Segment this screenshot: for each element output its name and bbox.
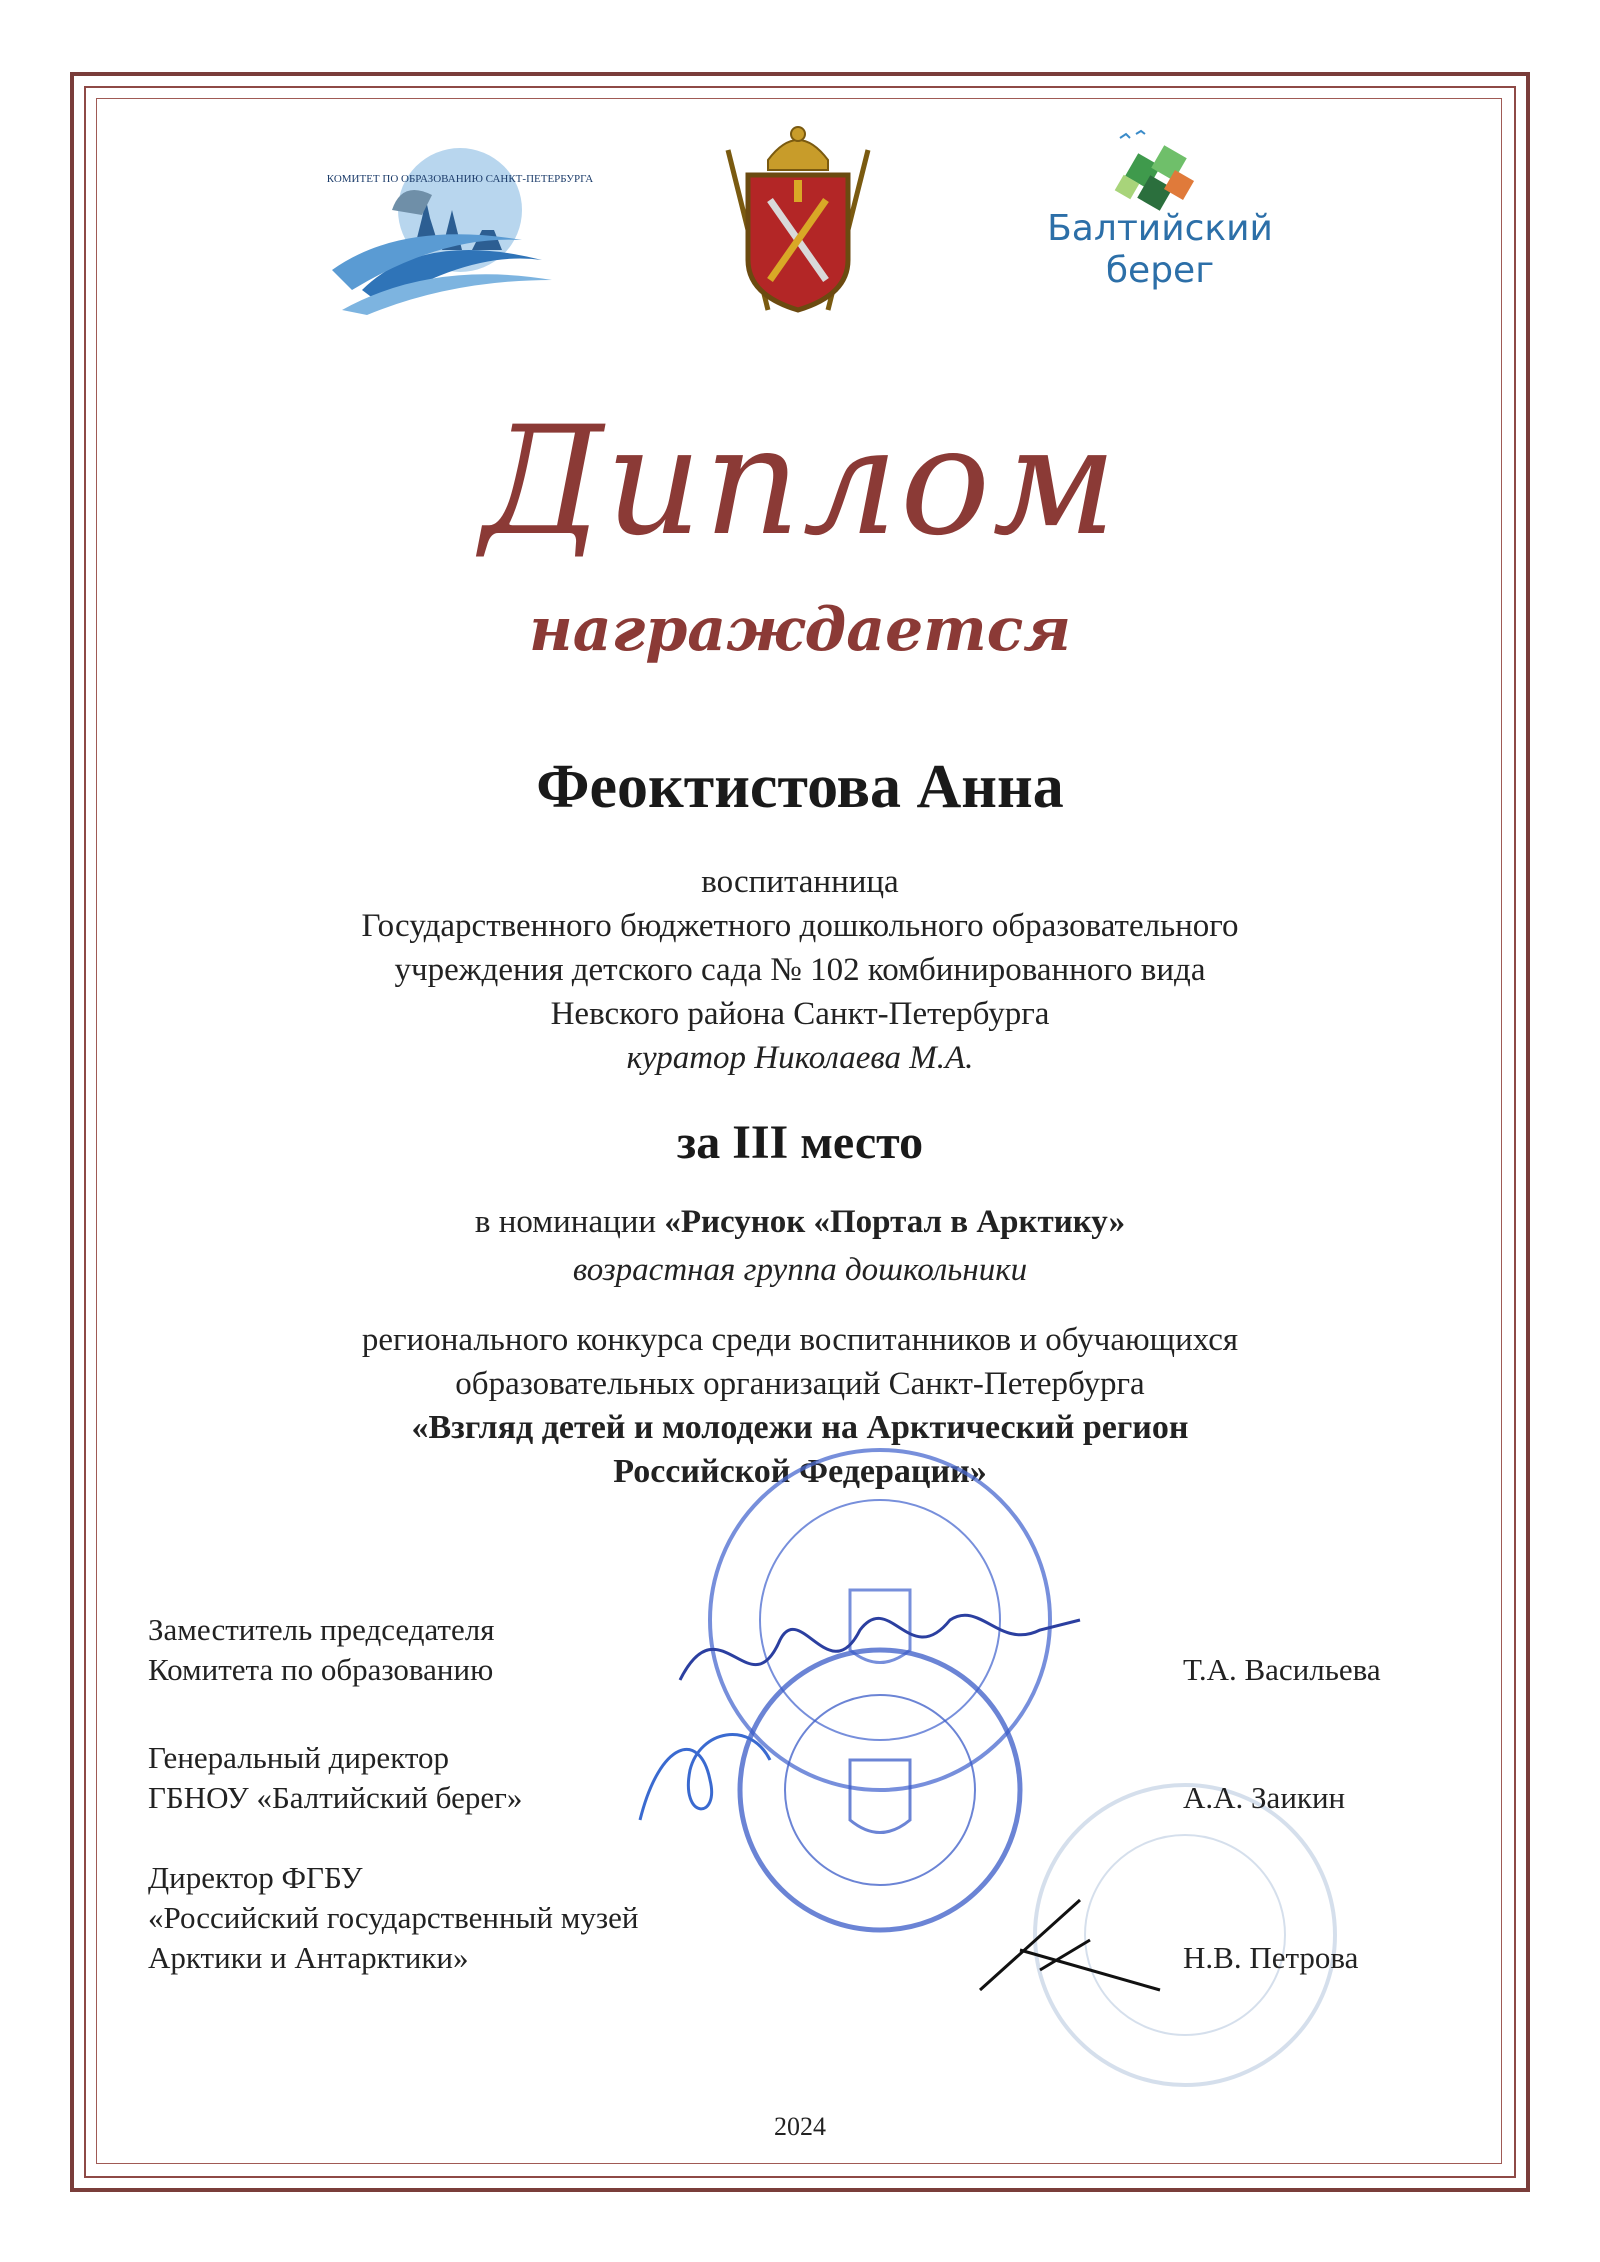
signature-1-name: Т.А. Васильева [1183, 1652, 1381, 1687]
signature-1-position-line-1: Заместитель председателя [148, 1612, 495, 1647]
description-line-1: воспитанница [701, 864, 899, 900]
signature-2-position-line-2: ГБНОУ «Балтийский берег» [148, 1780, 523, 1815]
signature-1-position-line-2: Комитета по образованию [148, 1652, 494, 1687]
award-place: за III место [676, 1116, 924, 1169]
baltic-line2: берег [1105, 250, 1215, 291]
contest-title-1: «Взгляд детей и молодежи на Арктический регион [411, 1409, 1189, 1446]
description-line-3: учреждения детского сада № 102 комбинированного вида [394, 952, 1206, 988]
committee-logo [322, 140, 594, 315]
committee-logo-icon [322, 140, 594, 315]
coat-of-arms [708, 120, 888, 320]
recipient-name: Феоктистова Анна [536, 753, 1064, 821]
description-line-2: Государственного бюджетного дошкольного образовательного [361, 908, 1239, 944]
committee-logo-text: КОМИТЕТ ПО ОБРАЗОВАНИЮ САНКТ-ПЕТЕРБУРГА [326, 173, 594, 185]
signature-3-name: Н.В. Петрова [1183, 1940, 1359, 1975]
signature-1-position [148, 1610, 494, 1690]
signature-scribble-1 [660, 1580, 1100, 1720]
baltic-line1: Балтийский [1047, 208, 1273, 249]
signature-scribble-3 [960, 1880, 1180, 2010]
baltic-bereg-logo [1030, 128, 1290, 298]
baltic-bereg-logo-icon [1030, 128, 1290, 208]
year: 2024 [774, 2112, 826, 2141]
diploma-title: Диплом [481, 395, 1119, 569]
signature-2-name: А.А. Заикин [1183, 1780, 1346, 1815]
description-line-4: Невского района Санкт-Петербурга [550, 996, 1050, 1032]
signature-2-position [148, 1738, 522, 1818]
awarded-label: награждается [528, 595, 1072, 665]
nomination-prefix: в номинации [474, 1204, 657, 1240]
contest-title-2: Российской Федерации» [613, 1453, 987, 1490]
contest-line-2: образовательных организаций Санкт-Петербурга [455, 1366, 1145, 1402]
signature-3-position-line-1: Директор ФГБУ [148, 1860, 363, 1895]
coat-of-arms-icon [708, 120, 888, 320]
nomination-line [0, 1200, 1600, 1244]
signature-scribble-2 [620, 1700, 820, 1840]
age-group: возрастная группа дошкольники [572, 1252, 1028, 1288]
signature-3-position-line-2: «Российский государственный музей [148, 1900, 639, 1935]
signature-3-position [148, 1858, 638, 1978]
signature-3-position-line-3: Арктики и Антарктики» [148, 1940, 469, 1975]
curator-line: куратор Николаева М.А. [626, 1040, 974, 1076]
nomination-name: «Рисунок «Портал в Арктику» [664, 1204, 1126, 1240]
contest-line-1: регионального конкурса среди воспитанников и обучающихся [361, 1322, 1239, 1358]
signature-2-position-line-1: Генеральный директор [148, 1740, 449, 1775]
